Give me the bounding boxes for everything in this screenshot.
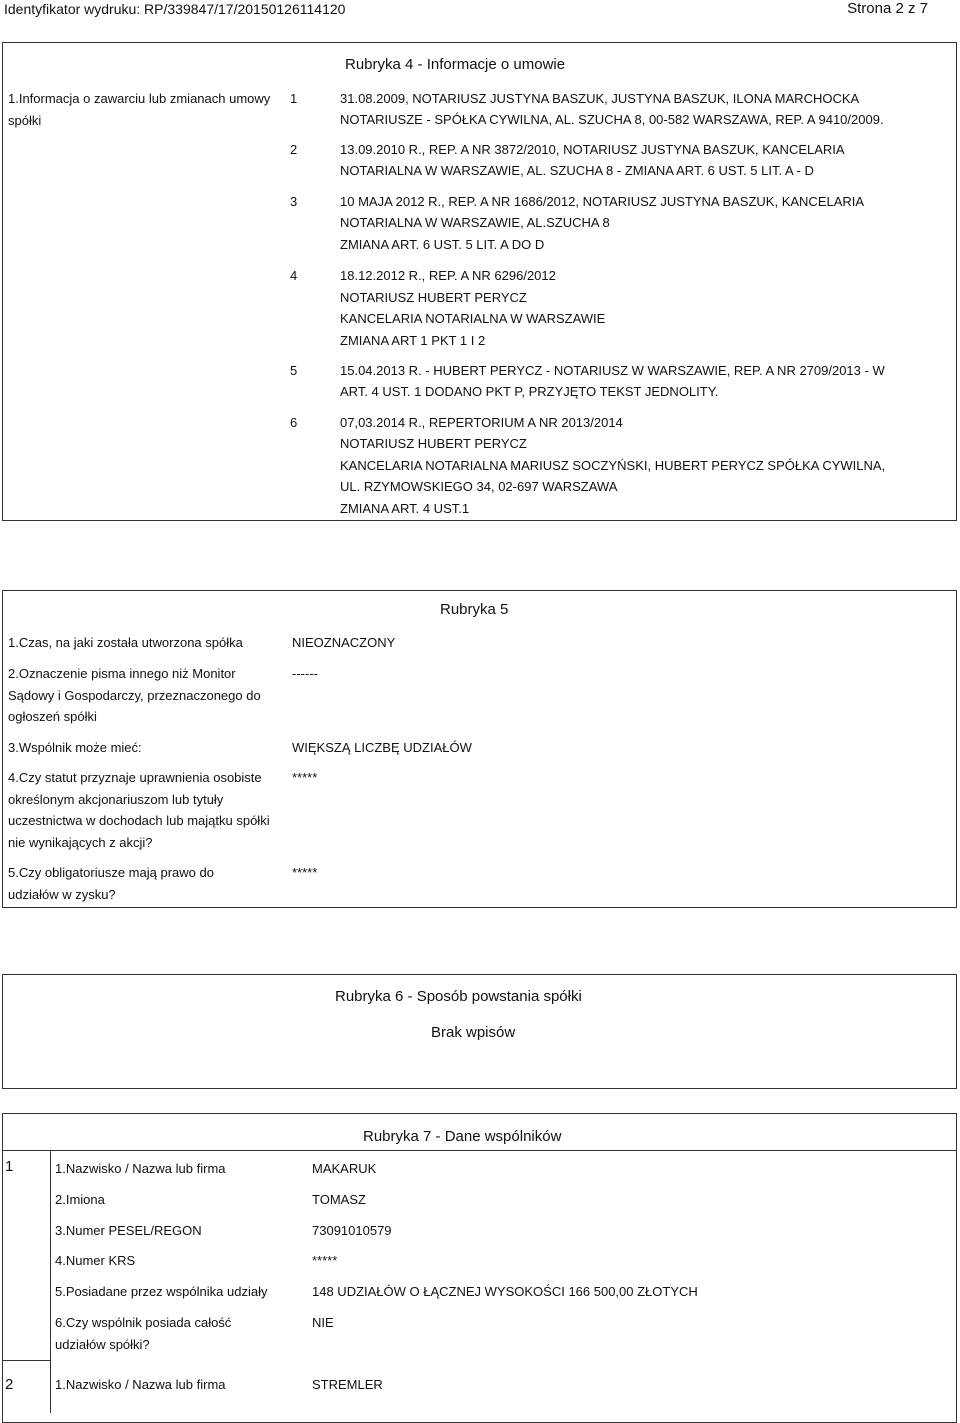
row-value: ------ bbox=[292, 666, 318, 681]
entry-line: 10 MAJA 2012 R., REP. A NR 1686/2012, NOTARIUSZ JUSTYNA BASZUK, KANCELARIA bbox=[340, 194, 865, 209]
field-label: 6.Czy wspólnik posiada całość udziałów spółki? bbox=[55, 1315, 232, 1352]
rubryka-5-title: Rubryka 5 bbox=[440, 601, 509, 618]
row-value: ***** bbox=[292, 865, 318, 880]
entry-number: 3 bbox=[290, 194, 298, 209]
divider bbox=[2, 1360, 50, 1361]
row-value: NIEOZNACZONY bbox=[292, 635, 396, 650]
entry-number: 1 bbox=[290, 91, 298, 106]
partner-number: 1 bbox=[5, 1158, 14, 1175]
entry-line: ART. 4 UST. 1 DODANO PKT P, PRZYJĘTO TEKST JEDNOLITY. bbox=[340, 384, 719, 399]
field-value: TOMASZ bbox=[312, 1192, 366, 1207]
field-label: 4.Numer KRS bbox=[55, 1253, 136, 1268]
field-value: MAKARUK bbox=[312, 1161, 377, 1176]
rubryka-6-title: Rubryka 6 - Sposób powstania spółki bbox=[335, 988, 582, 1005]
page-number: Strona 2 z 7 bbox=[847, 0, 928, 17]
entry-number: 2 bbox=[290, 142, 298, 157]
field-label: 3.Numer PESEL/REGON bbox=[55, 1223, 202, 1238]
entry-line: 07,03.2014 R., REPERTORIUM A NR 2013/2014 bbox=[340, 415, 623, 430]
rubryka-4-title: Rubryka 4 - Informacje o umowie bbox=[345, 56, 566, 73]
entry-line: NOTARIUSZE - SPÓŁKA CYWILNA, AL. SZUCHA 8, 00-582 WARSZAWA, REP. A 9410/2009. bbox=[340, 112, 884, 127]
entry-line: UL. RZYMOWSKIEGO 34, 02-697 WARSZAWA bbox=[340, 479, 618, 494]
row-label: 4.Czy statut przyznaje uprawnienia osobiste określonym akcjonariuszom lub tytuły uczestnictwa w dochodach lub majątku spółki nie wynikających z akcji? bbox=[8, 770, 270, 850]
row-label: 3.Wspólnik może mieć: bbox=[8, 740, 142, 755]
field-value: 148 UDZIAŁÓW O ŁĄCZNEJ WYSOKOŚCI 166 500,00 ZŁOTYCH bbox=[312, 1284, 698, 1299]
entry-line: KANCELARIA NOTARIALNA W WARSZAWIE bbox=[340, 311, 606, 326]
field-value: ***** bbox=[312, 1253, 338, 1268]
entry-line: NOTARIUSZ HUBERT PERYCZ bbox=[340, 436, 527, 451]
row-label: 2.Oznaczenie pisma innego niż Monitor Sądowy i Gospodarczy, przeznaczonego do ogłoszeń spółki bbox=[8, 666, 261, 724]
field-value: NIE bbox=[312, 1315, 334, 1330]
entry-line: ZMIANA ART. 4 UST.1 bbox=[340, 501, 470, 516]
divider bbox=[2, 1150, 957, 1151]
rubryka-4-label: 1.Informacja o zawarciu lub zmianach umowy spółki bbox=[8, 91, 271, 128]
field-label: 2.Imiona bbox=[55, 1192, 105, 1207]
print-identifier: Identyfikator wydruku: RP/339847/17/20150126114120 bbox=[4, 1, 346, 17]
divider bbox=[50, 1150, 51, 1413]
entry-number: 4 bbox=[290, 268, 298, 283]
field-value: STREMLER bbox=[312, 1377, 383, 1392]
entry-line: 13.09.2010 R., REP. A NR 3872/2010, NOTARIUSZ JUSTYNA BASZUK, KANCELARIA bbox=[340, 142, 845, 157]
entry-line: ZMIANA ART. 6 UST. 5 LIT. A DO D bbox=[340, 237, 545, 252]
entry-line: KANCELARIA NOTARIALNA MARIUSZ SOCZYŃSKI, HUBERT PERYCZ SPÓŁKA CYWILNA, bbox=[340, 458, 886, 473]
row-label: 1.Czas, na jaki została utworzona spółka bbox=[8, 635, 243, 650]
entry-line: NOTARIALNA W WARSZAWIE, AL. SZUCHA 8 - ZMIANA ART. 6 UST. 5 LIT. A - D bbox=[340, 163, 814, 178]
entry-line: 31.08.2009, NOTARIUSZ JUSTYNA BASZUK, JUSTYNA BASZUK, ILONA MARCHOCKA bbox=[340, 91, 860, 106]
field-label: 1.Nazwisko / Nazwa lub firma bbox=[55, 1377, 226, 1392]
field-value: 73091010579 bbox=[312, 1223, 392, 1238]
entry-line: NOTARIALNA W WARSZAWIE, AL.SZUCHA 8 bbox=[340, 215, 610, 230]
rubryka-7-title: Rubryka 7 - Dane wspólników bbox=[363, 1128, 562, 1145]
entry-number: 6 bbox=[290, 415, 298, 430]
field-label: 5.Posiadane przez wspólnika udziały bbox=[55, 1284, 268, 1299]
field-label: 1.Nazwisko / Nazwa lub firma bbox=[55, 1161, 226, 1176]
entry-line: 18.12.2012 R., REP. A NR 6296/2012 bbox=[340, 268, 556, 283]
partner-number: 2 bbox=[5, 1376, 14, 1393]
no-entries-note: Brak wpisów bbox=[431, 1024, 516, 1041]
row-label: 5.Czy obligatoriusze mają prawo do udziałów w zysku? bbox=[8, 865, 214, 902]
row-value: ***** bbox=[292, 770, 318, 785]
entry-line: ZMIANA ART 1 PKT 1 I 2 bbox=[340, 333, 486, 348]
entry-number: 5 bbox=[290, 363, 298, 378]
entry-line: NOTARIUSZ HUBERT PERYCZ bbox=[340, 290, 527, 305]
entry-line: 15.04.2013 R. - HUBERT PERYCZ - NOTARIUSZ W WARSZAWIE, REP. A NR 2709/2013 - W bbox=[340, 363, 885, 378]
row-value: WIĘKSZĄ LICZBĘ UDZIAŁÓW bbox=[292, 740, 472, 755]
